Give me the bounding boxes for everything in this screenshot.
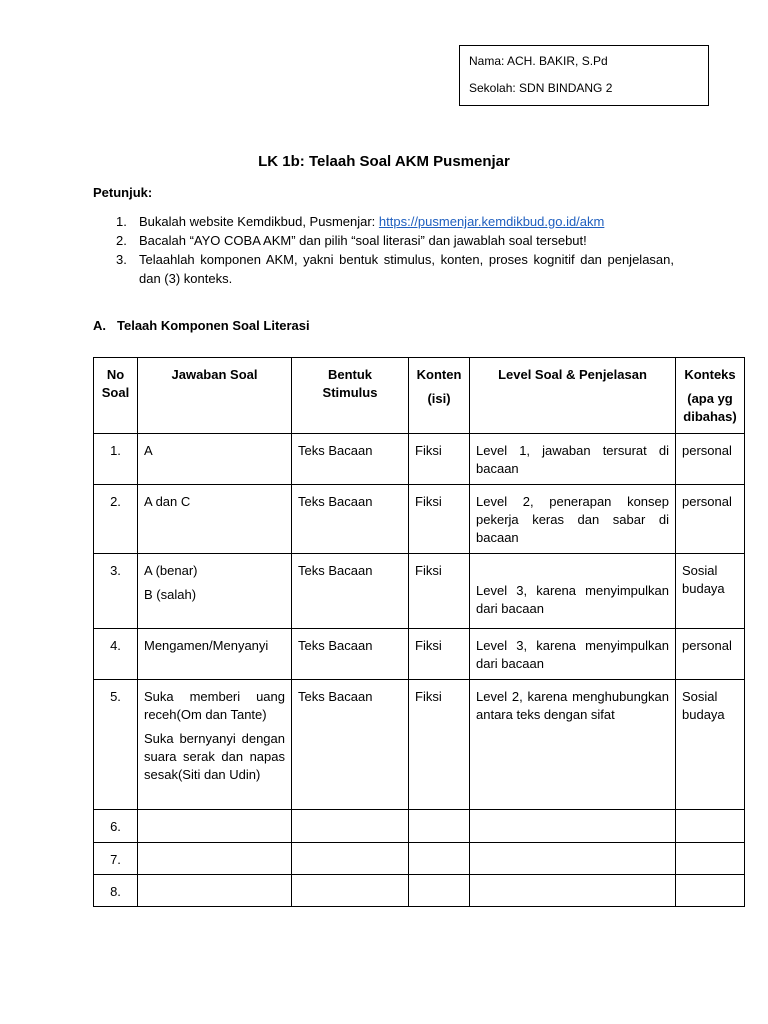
instruction-number: 1.: [116, 214, 127, 229]
cell-konten: Fiksi: [409, 554, 470, 629]
table-row: [94, 843, 745, 875]
instruction-number: 3.: [116, 252, 127, 267]
cell-jawaban: [138, 843, 292, 875]
cell-jawaban-a: A (benar): [144, 563, 198, 578]
cell-bentuk: Teks Bacaan: [292, 554, 409, 629]
cell-level: [470, 843, 676, 875]
header-konteks-line1: Konteks: [684, 367, 736, 382]
cell-jawaban: [138, 554, 292, 629]
cell-jawaban: A: [138, 434, 292, 485]
cell-level: [470, 554, 676, 629]
cell-no: 4.: [94, 629, 138, 680]
table-row: [94, 554, 745, 629]
instruction-item: [93, 212, 674, 231]
header-bentuk-stimulus: [292, 358, 409, 434]
cell-konteks: Sosial budaya: [676, 554, 745, 629]
cell-jawaban: [138, 680, 292, 810]
cell-jawaban-b: B (salah): [144, 587, 197, 602]
header-konteks-line3: dibahas): [683, 409, 737, 424]
table-row: [94, 875, 745, 907]
cell-konten: [409, 843, 470, 875]
header-bentuk-line2: Stimulus: [322, 385, 378, 400]
instruction-text: Bacalah “AYO COBA AKM” dan pilih “soal literasi” dan jawablah soal tersebut!: [139, 233, 587, 248]
cell-bentuk: Teks Bacaan: [292, 485, 409, 554]
header-konteks-line2: (apa yg: [687, 391, 733, 406]
cell-no: 1.: [94, 434, 138, 485]
section-heading: [93, 318, 310, 333]
cell-no: 7.: [94, 843, 138, 875]
cell-jawaban: [138, 875, 292, 907]
table-row: [94, 810, 745, 843]
cell-bentuk: Teks Bacaan: [292, 434, 409, 485]
cell-jawaban-b: Suka bernyanyi dengan suara serak dan napas sesak(Siti dan Udin): [144, 731, 285, 782]
telaah-table: [93, 357, 745, 907]
instruction-text: [139, 212, 674, 231]
cell-level: Level 2, penerapan konsep pekerja keras dan sabar di bacaan: [470, 485, 676, 554]
cell-bentuk: [292, 810, 409, 843]
header-konten-line2: (isi): [427, 391, 451, 406]
cell-jawaban: A dan C: [138, 485, 292, 554]
cell-konten: Fiksi: [409, 434, 470, 485]
cell-konteks: personal: [676, 485, 745, 554]
cell-no: 8.: [94, 875, 138, 907]
cell-no: 5.: [94, 680, 138, 810]
table-row: [94, 434, 745, 485]
document-title: LK 1b: Telaah Soal AKM Pusmenjar: [258, 153, 510, 170]
instruction-text: Telaahlah komponen AKM, yakni bentuk stimulus, konten, proses kognitif dan penjelasan, dan (3) konteks.: [139, 252, 674, 286]
cell-level-text: Level 3, karena menyimpulkan dari bacaan: [476, 583, 669, 616]
cell-no: 6.: [94, 810, 138, 843]
cell-konteks: [676, 843, 745, 875]
cell-level: [470, 810, 676, 843]
cell-konten: [409, 875, 470, 907]
cell-jawaban: [138, 810, 292, 843]
header-no-soal: [94, 358, 138, 434]
section-title: Telaah Komponen Soal Literasi: [117, 318, 310, 333]
cell-bentuk: Teks Bacaan: [292, 629, 409, 680]
table-row: [94, 629, 745, 680]
cell-level: [470, 875, 676, 907]
pusmenjar-link[interactable]: https://pusmenjar.kemdikbud.go.id/akm: [378, 214, 605, 229]
header-level-soal: Level Soal & Penjelasan: [470, 358, 676, 434]
header-jawaban-soal: Jawaban Soal: [138, 358, 292, 434]
cell-konteks: Sosial budaya: [676, 680, 745, 810]
instruction-text-body: Bukalah website Kemdikbud, Pusmenjar:: [139, 214, 379, 229]
identity-box: [459, 45, 709, 106]
cell-konteks: personal: [676, 629, 745, 680]
cell-konten: Fiksi: [409, 680, 470, 810]
identity-sekolah: Sekolah: SDN BINDANG 2: [469, 81, 613, 95]
instruction-item: [93, 231, 674, 250]
header-konten-line1: Konten: [416, 367, 462, 382]
cell-konten: Fiksi: [409, 629, 470, 680]
cell-bentuk: [292, 843, 409, 875]
table-row: [94, 485, 745, 554]
header-bentuk-line1: Bentuk: [327, 367, 373, 382]
table-row: [94, 680, 745, 810]
table-header-row: [94, 358, 745, 434]
cell-no: 3.: [94, 554, 138, 629]
instruction-item: [93, 250, 674, 288]
cell-level: Level 2, karena menghubungkan antara teks dengan sifat: [470, 680, 676, 810]
cell-level: Level 1, jawaban tersurat di bacaan: [470, 434, 676, 485]
cell-konteks: [676, 875, 745, 907]
section-number: A.: [93, 318, 106, 333]
header-no-line2: Soal: [101, 385, 130, 400]
cell-jawaban: Mengamen/Menyanyi: [138, 629, 292, 680]
cell-no: 2.: [94, 485, 138, 554]
cell-bentuk: Teks Bacaan: [292, 680, 409, 810]
cell-konteks: [676, 810, 745, 843]
instruction-number: 2.: [116, 233, 127, 248]
cell-jawaban-a: Suka memberi uang receh(Om dan Tante): [144, 689, 285, 722]
identity-nama: Nama: ACH. BAKIR, S.Pd: [469, 54, 608, 68]
header-konteks: [676, 358, 745, 434]
petunjuk-label: Petunjuk:: [93, 185, 153, 200]
header-no-line1: No: [106, 367, 125, 382]
cell-level: Level 3, karena menyimpulkan dari bacaan: [470, 629, 676, 680]
cell-konten: [409, 810, 470, 843]
cell-bentuk: [292, 875, 409, 907]
cell-konteks: personal: [676, 434, 745, 485]
instruction-list: [93, 212, 674, 288]
header-konten: [409, 358, 470, 434]
cell-konten: Fiksi: [409, 485, 470, 554]
